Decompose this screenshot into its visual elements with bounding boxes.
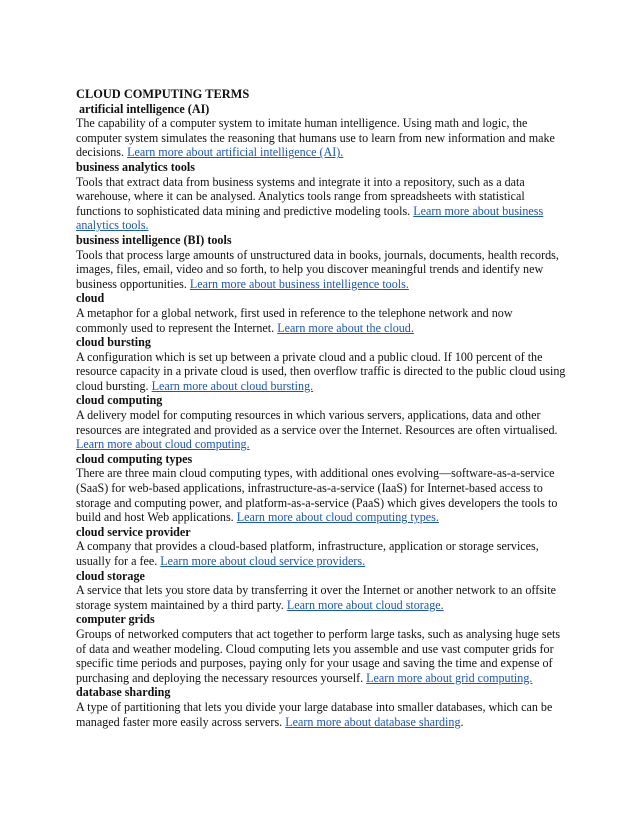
term-definition (76, 700, 566, 729)
term-definition (76, 539, 566, 568)
glossary-entry (76, 233, 566, 291)
definition-text: Tools that extract data from business systems and integrate it into a repository, such as a data warehouse, where it can be analysed. Analytics tools range from spreadsheets with statistical functions to sophisticated data mining and predictive modeling tools. (76, 174, 525, 218)
term-heading: cloud service provider (76, 524, 191, 539)
term-definition (76, 583, 566, 612)
term-definition (76, 627, 566, 685)
term-definition (76, 306, 566, 335)
term-heading: cloud computing (76, 393, 163, 408)
definition-text: There are three main cloud computing types, with additional ones evolving—software-as-a-service (SaaS) for web-based applications, infrastructure-as-a-service (IaaS) for Internet-based access to storage and computing power, and platform-as-a-service (PaaS) which gives developers the tools to build and host Web applications. (76, 466, 558, 525)
learn-more-link[interactable]: Learn more about cloud computing types. (236, 510, 439, 525)
definition-text: Groups of networked computers that act together to perform large tasks, such as analysing huge sets of data and weather modeling. Cloud computing lets you assemble and use vast computer grids for specific time periods and purposes, paying only for your usage and saving the time and expense of purchasing and deploying the necessary resources yourself. (76, 626, 561, 685)
learn-more-link[interactable]: Learn more about cloud service providers. (160, 554, 366, 568)
glossary-entry (76, 393, 566, 451)
term-definition (76, 466, 566, 524)
term-definition (76, 248, 566, 292)
learn-more-link[interactable]: Learn more about artificial intelligence (AI). (127, 145, 344, 160)
term-definition (76, 350, 566, 394)
glossary-entry (76, 160, 566, 233)
trailing-text: . (460, 714, 464, 729)
learn-more-link[interactable]: Learn more about cloud computing. (76, 437, 250, 452)
learn-more-link[interactable]: Learn more about cloud storage. (286, 597, 444, 612)
glossary-entry (76, 102, 566, 160)
document-title: CLOUD COMPUTING TERMS (76, 87, 250, 101)
definition-text: A service that lets you store data by transferring it over the Internet or another network to an offsite storage system maintained by a third party. (76, 583, 557, 612)
definition-text: A delivery model for computing resources in which various servers, applications, data and other resources are integrated and provided as a service over the Internet. Resources are often virtualised. (76, 408, 558, 437)
learn-more-link[interactable]: Learn more about business analytics tools. (76, 203, 544, 233)
learn-more-link[interactable]: Learn more about database sharding (285, 714, 461, 729)
term-heading: computer grids (76, 612, 155, 627)
definition-text: A type of partitioning that lets you divide your large database into smaller databases, which can be managed faster more easily across servers. (76, 699, 553, 729)
definition-text: A configuration which is set up between a private cloud and a public cloud. If 100 percent of the resource capacity in a private cloud is used, then overflow traffic is directed to the public cloud using cloud bursting. (76, 349, 566, 393)
term-heading: cloud (76, 291, 105, 306)
term-heading: cloud computing types (76, 451, 193, 466)
learn-more-link[interactable]: Learn more about the cloud. (277, 320, 414, 335)
glossary-entry (76, 335, 566, 393)
glossary-entry (76, 452, 566, 525)
term-heading: business intelligence (BI) tools (76, 232, 232, 247)
term-definition (76, 408, 566, 452)
learn-more-link[interactable]: Learn more about business intelligence tools. (189, 276, 409, 291)
term-definition (76, 116, 566, 160)
definition-text: A metaphor for a global network, first used in reference to the telephone network and now commonly used to represent the Internet. (76, 305, 513, 335)
glossary-list (76, 102, 566, 730)
glossary-entry (76, 612, 566, 685)
term-heading: business analytics tools (76, 159, 195, 174)
term-heading: artificial intelligence (AI) (79, 101, 210, 116)
term-heading: cloud storage (76, 568, 145, 583)
learn-more-link[interactable]: Learn more about grid computing. (366, 670, 533, 685)
definition-text: The capability of a computer system to imitate human intelligence. Using math and logic, the computer system simulates the reasoning that humans use to learn from new information and make decisions. (76, 116, 555, 160)
definition-text: A company that provides a cloud-based platform, infrastructure, application or storage services, usually for a fee. (76, 539, 539, 568)
term-definition (76, 175, 566, 233)
glossary-entry (76, 291, 566, 335)
definition-text: Tools that process large amounts of unstructured data in books, journals, documents, health records, images, files, email, video and so forth, to help you discover meaningful trends and identify new business opportunities. (76, 247, 559, 291)
learn-more-link[interactable]: Learn more about cloud bursting. (151, 378, 314, 393)
glossary-entry (76, 525, 566, 569)
document-page (76, 87, 566, 729)
glossary-entry (76, 569, 566, 613)
glossary-entry (76, 685, 566, 729)
term-heading: database sharding (76, 685, 171, 700)
term-heading: cloud bursting (76, 335, 151, 350)
